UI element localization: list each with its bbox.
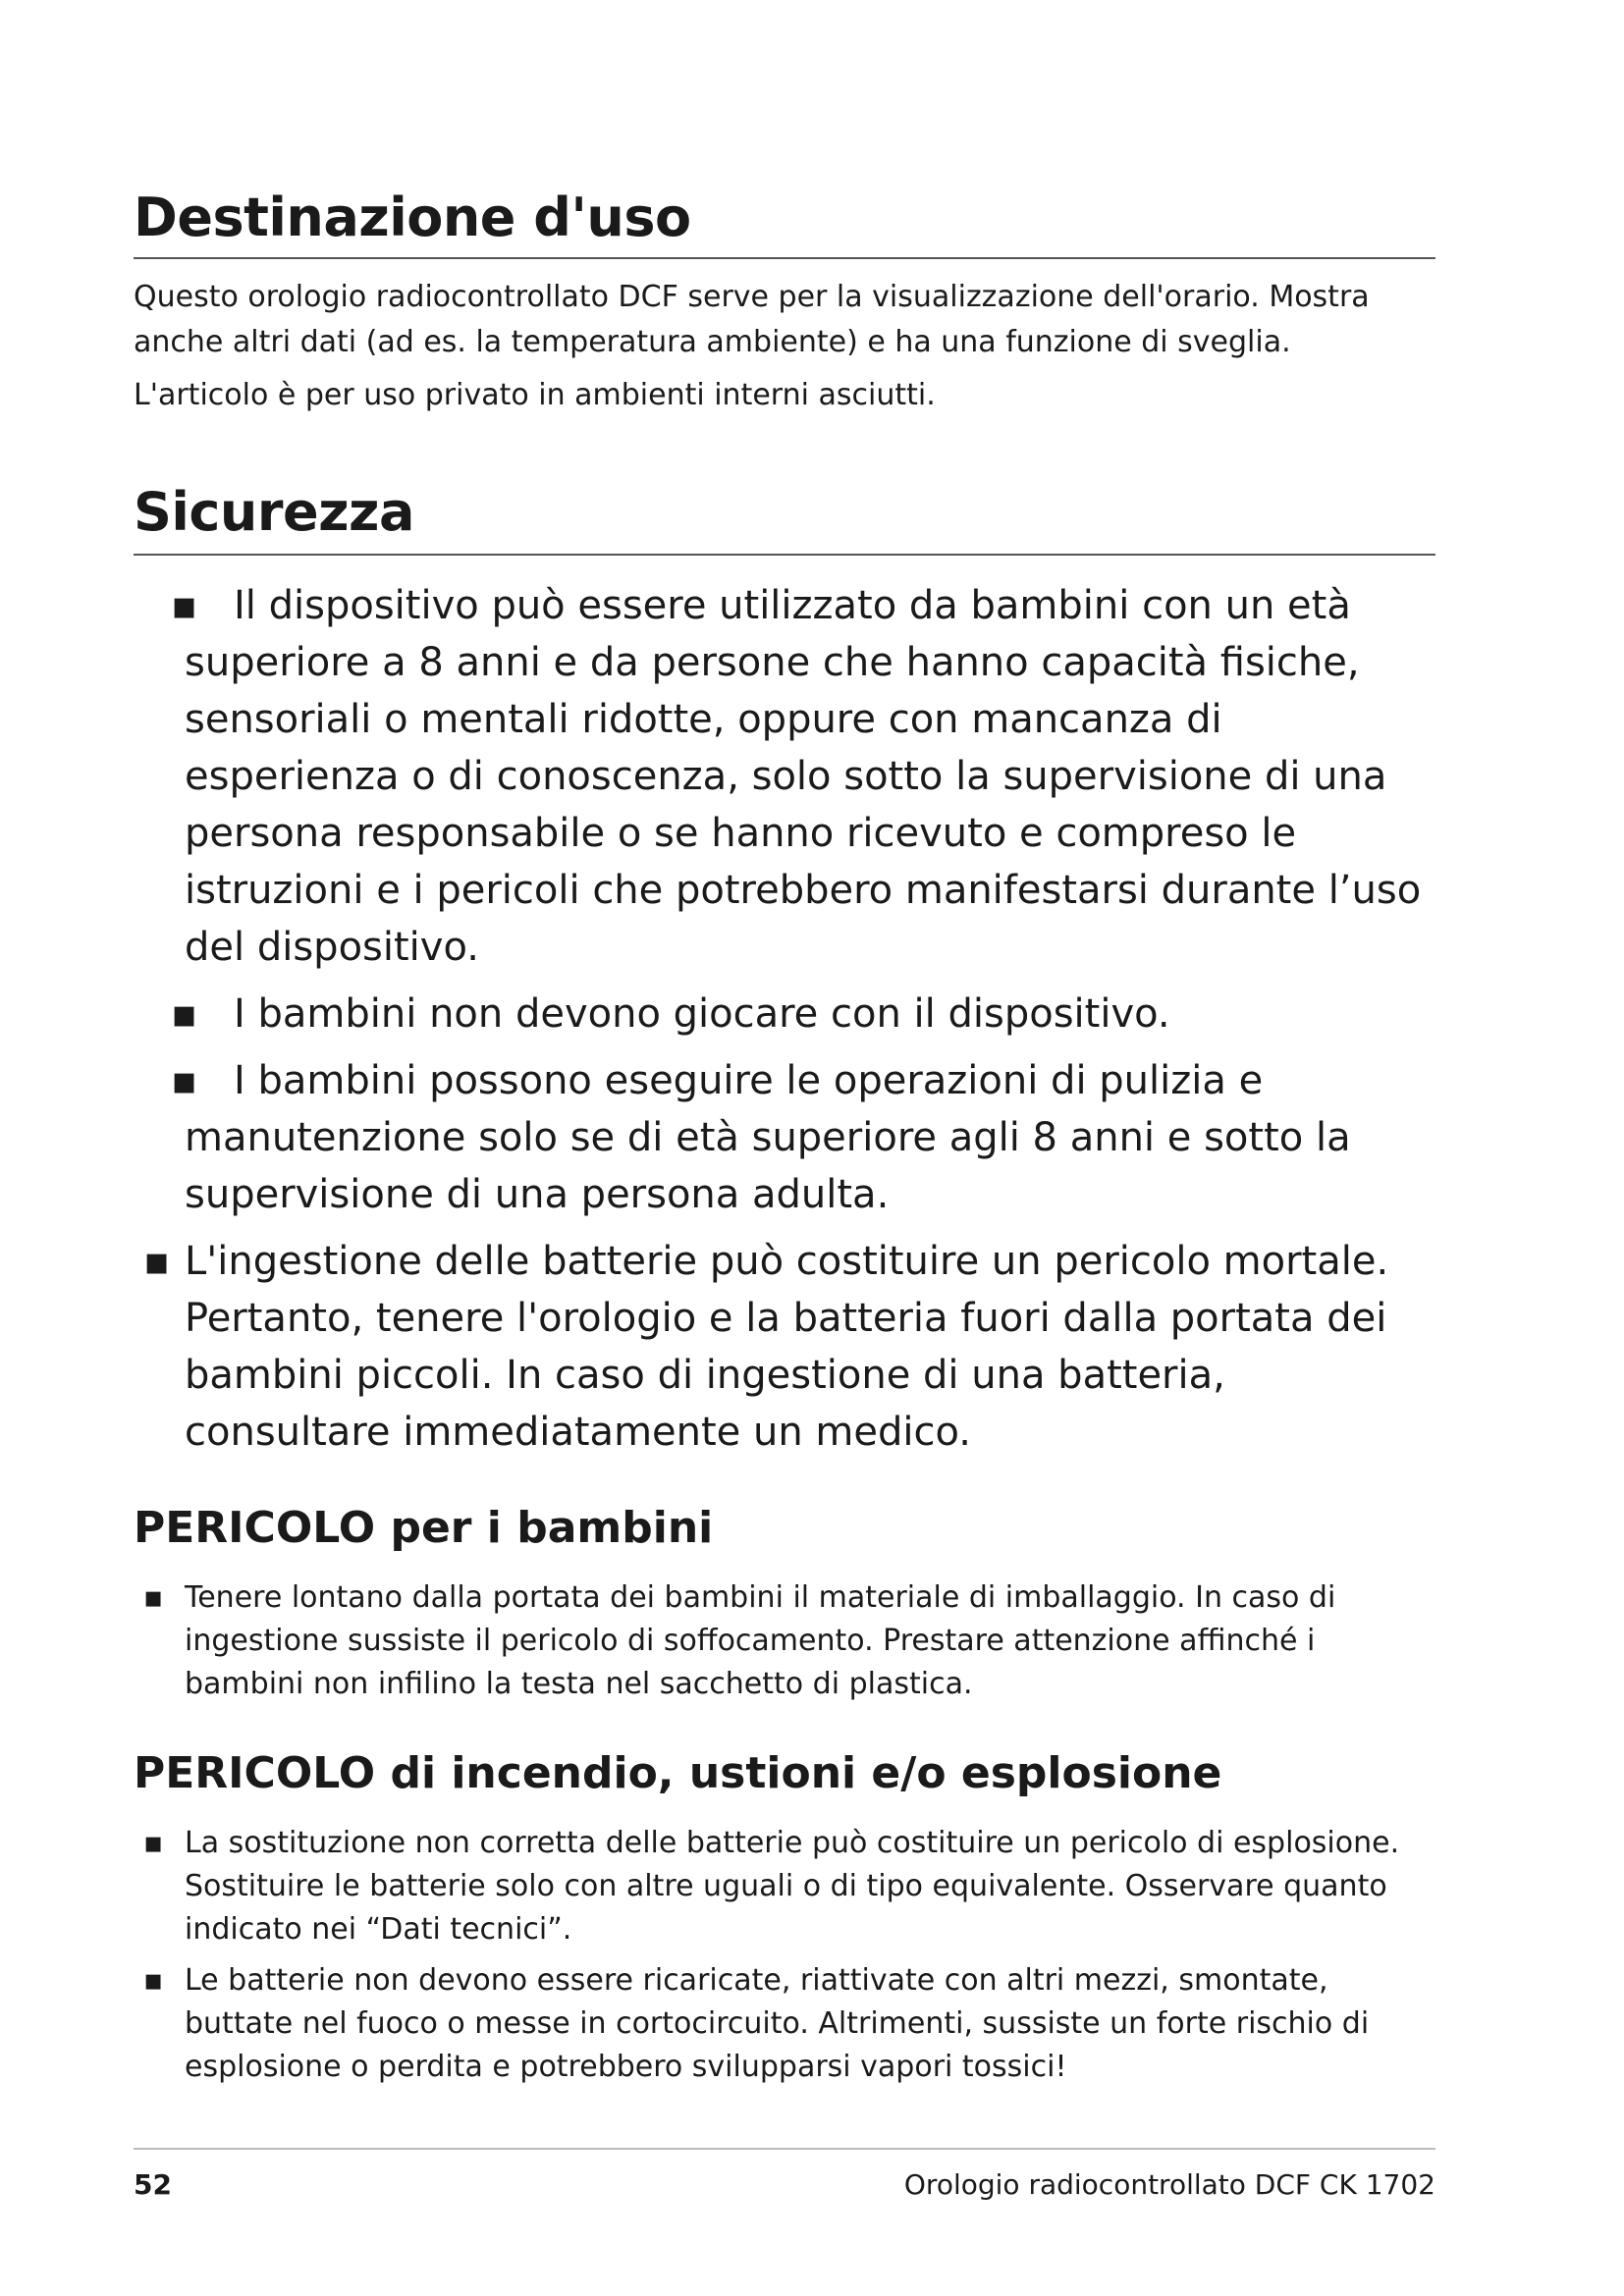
list-item-text: Le batterie non devono essere ricaricate, riattivate con altri mezzi, smontate, buttate nel fuoco o messe in cortocircuito. Altrimenti, sussiste un forte rischio di esplosione o perdita e potrebbero svilupparsi vapori tossici!	[185, 1963, 1370, 2084]
list-item-text: Tenere lontano dalla portata dei bambini il materiale di imballaggio. In caso di ingestione sussiste il pericolo di soffocamento. Prestare attenzione affinché i bambini non infilino la testa nel sacchetto di plastica.	[185, 1580, 1336, 1701]
bullet-icon: ▪	[171, 991, 198, 1037]
bullet-icon: ▪	[143, 1963, 164, 1998]
page-number: 52	[134, 2168, 172, 2201]
list-item-text: I bambini possono eseguire le operazioni di pulizia e manutenzione solo se di età superiore agli 8 anni e sotto la supervisione di una persona adulta.	[185, 1058, 1351, 1217]
list-item	[134, 1959, 1435, 2089]
danger-fire-list	[134, 1822, 1435, 2097]
list-item-text: La sostituzione non corretta delle batterie può costituire un pericolo di esplosione. Sostituire le batterie solo con altre uguali o di tipo equivalente. Osservare quanto indicato nei “Dati tecnici”.	[185, 1826, 1400, 1947]
bullet-icon: ▪	[171, 1058, 198, 1103]
bullet-icon: ▪	[143, 1239, 171, 1284]
section-title-sicurezza: Sicurezza	[134, 481, 414, 543]
list-item-text: I bambini non devono giocare con il dispositivo.	[234, 991, 1170, 1037]
footer-doc-title: Orologio radiocontrollato DCF CK 1702	[903, 2168, 1435, 2201]
list-item	[134, 1576, 1435, 1706]
list-item	[134, 1233, 1435, 1461]
footer-rule	[134, 2148, 1435, 2150]
list-item	[134, 1822, 1435, 1951]
safety-list	[134, 577, 1435, 1470]
section-rule-destinazione	[134, 257, 1435, 259]
list-item	[134, 1052, 1435, 1223]
section-title-destinazione: Destinazione d'uso	[134, 187, 691, 248]
danger-children-list	[134, 1576, 1435, 1714]
bullet-icon: ▪	[171, 583, 198, 628]
list-item	[134, 986, 1435, 1042]
paragraph-destinazione-1: Questo orologio radiocontrollato DCF serve per la visualizzazione dell'orario. Mostra anche altri dati (ad es. la temperatura ambiente) e ha una funzione di sveglia.	[134, 280, 1370, 359]
subsection-title-incendio: PERICOLO di incendio, ustioni e/o esplosione	[134, 1748, 1222, 1798]
list-item-text: L'ingestione delle batterie può costituire un pericolo mortale. Pertanto, tenere l'orologio e la batteria fuori dalla portata dei bambini piccoli. In caso di ingestione di una batteria, consultare immediatamente un medico.	[185, 1239, 1389, 1455]
subsection-title-bambini: PERICOLO per i bambini	[134, 1503, 714, 1553]
manual-page	[134, 0, 1435, 2296]
section-rule-sicurezza	[134, 554, 1435, 556]
list-item	[134, 577, 1435, 976]
bullet-icon: ▪	[143, 1580, 164, 1615]
paragraph-destinazione-2: L'articolo è per uso privato in ambienti interni asciutti.	[134, 378, 936, 412]
list-item-text: Il dispositivo può essere utilizzato da bambini con un età superiore a 8 anni e da persone che hanno capacità fisiche, sensoriali o mentali ridotte, oppure con mancanza di esperienza o di conoscenza, solo sotto la supervisione di una persona responsabile o se hanno ricevuto e compreso le istruzioni e i pericoli che potrebbero manifestarsi durante l’uso del dispositivo.	[185, 583, 1422, 970]
bullet-icon: ▪	[143, 1826, 164, 1860]
